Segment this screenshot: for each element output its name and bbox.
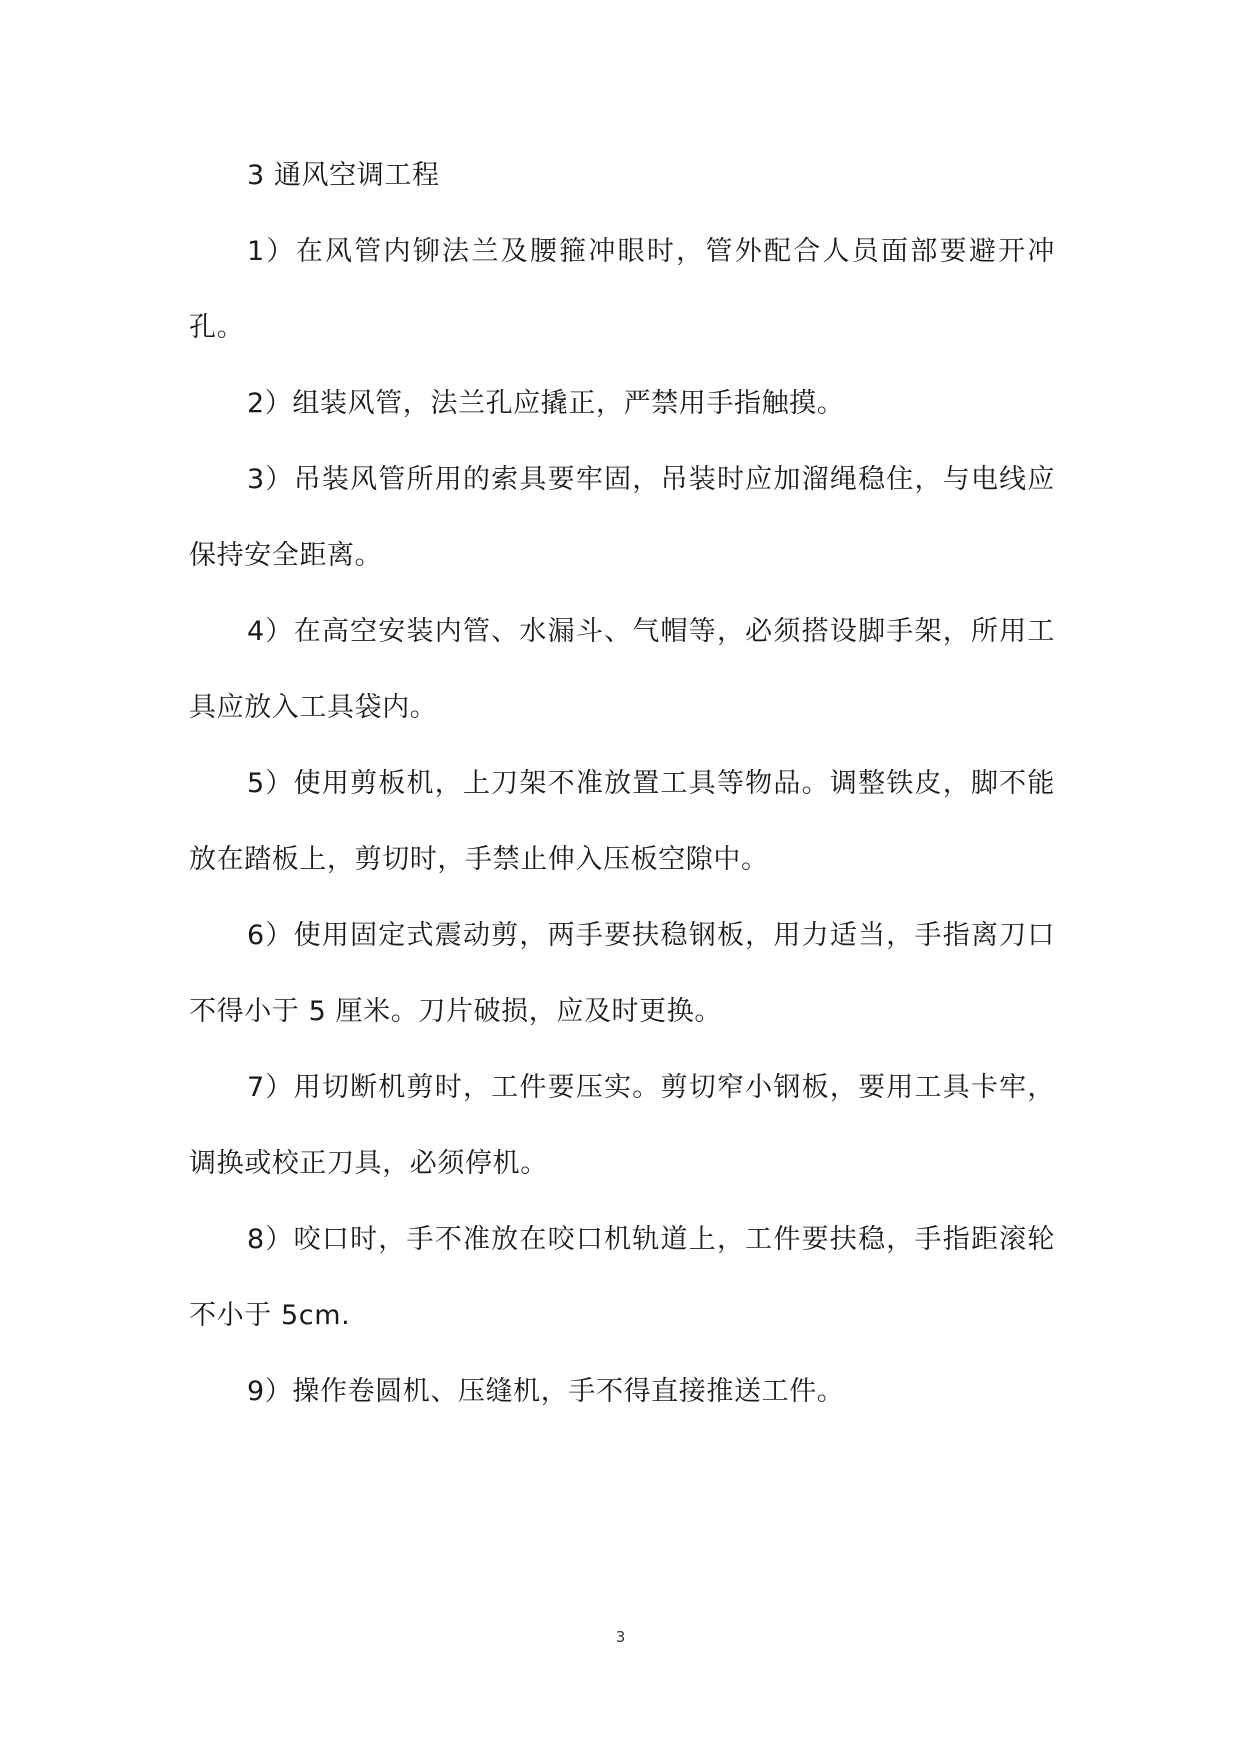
paragraph-5: 5）使用剪板机，上刀架不准放置工具等物品。调整铁皮，脚不能放在踏板上，剪切时，手禁止伸入压板空隙中。 xyxy=(189,768,1055,875)
paragraph-2: 2）组装风管，法兰孔应撬正，严禁用手指触摸。 xyxy=(247,388,845,419)
paragraph-8: 8）咬口时，手不准放在咬口机轨道上，工件要扶稳，手指距滚轮不小于 5cm. xyxy=(189,1224,1055,1331)
paragraph-7: 7）用切断机剪时，工件要压实。剪切窄小钢板，要用工具卡牢，调换或校正刀具，必须停机。 xyxy=(189,1072,1055,1179)
paragraph-3: 3）吊装风管所用的索具要牢固，吊装时应加溜绳稳住，与电线应保持安全距离。 xyxy=(189,464,1055,571)
paragraph-9: 9）操作卷圆机、压缝机，手不得直接推送工件。 xyxy=(247,1376,845,1407)
page-number: 3 xyxy=(615,1628,626,1646)
paragraph-4: 4）在高空安装内管、水漏斗、气帽等，必须搭设脚手架，所用工具应放入工具袋内。 xyxy=(189,616,1055,723)
paragraph-6: 6）使用固定式震动剪，两手要扶稳钢板，用力适当，手指离刀口不得小于 5 厘米。刀片破损，应及时更换。 xyxy=(189,920,1055,1027)
section-title: 3 通风空调工程 xyxy=(247,160,440,191)
document-body xyxy=(189,138,1055,1430)
paragraph-1: 1）在风管内铆法兰及腰箍冲眼时，管外配合人员面部要避开冲孔。 xyxy=(189,236,1055,343)
